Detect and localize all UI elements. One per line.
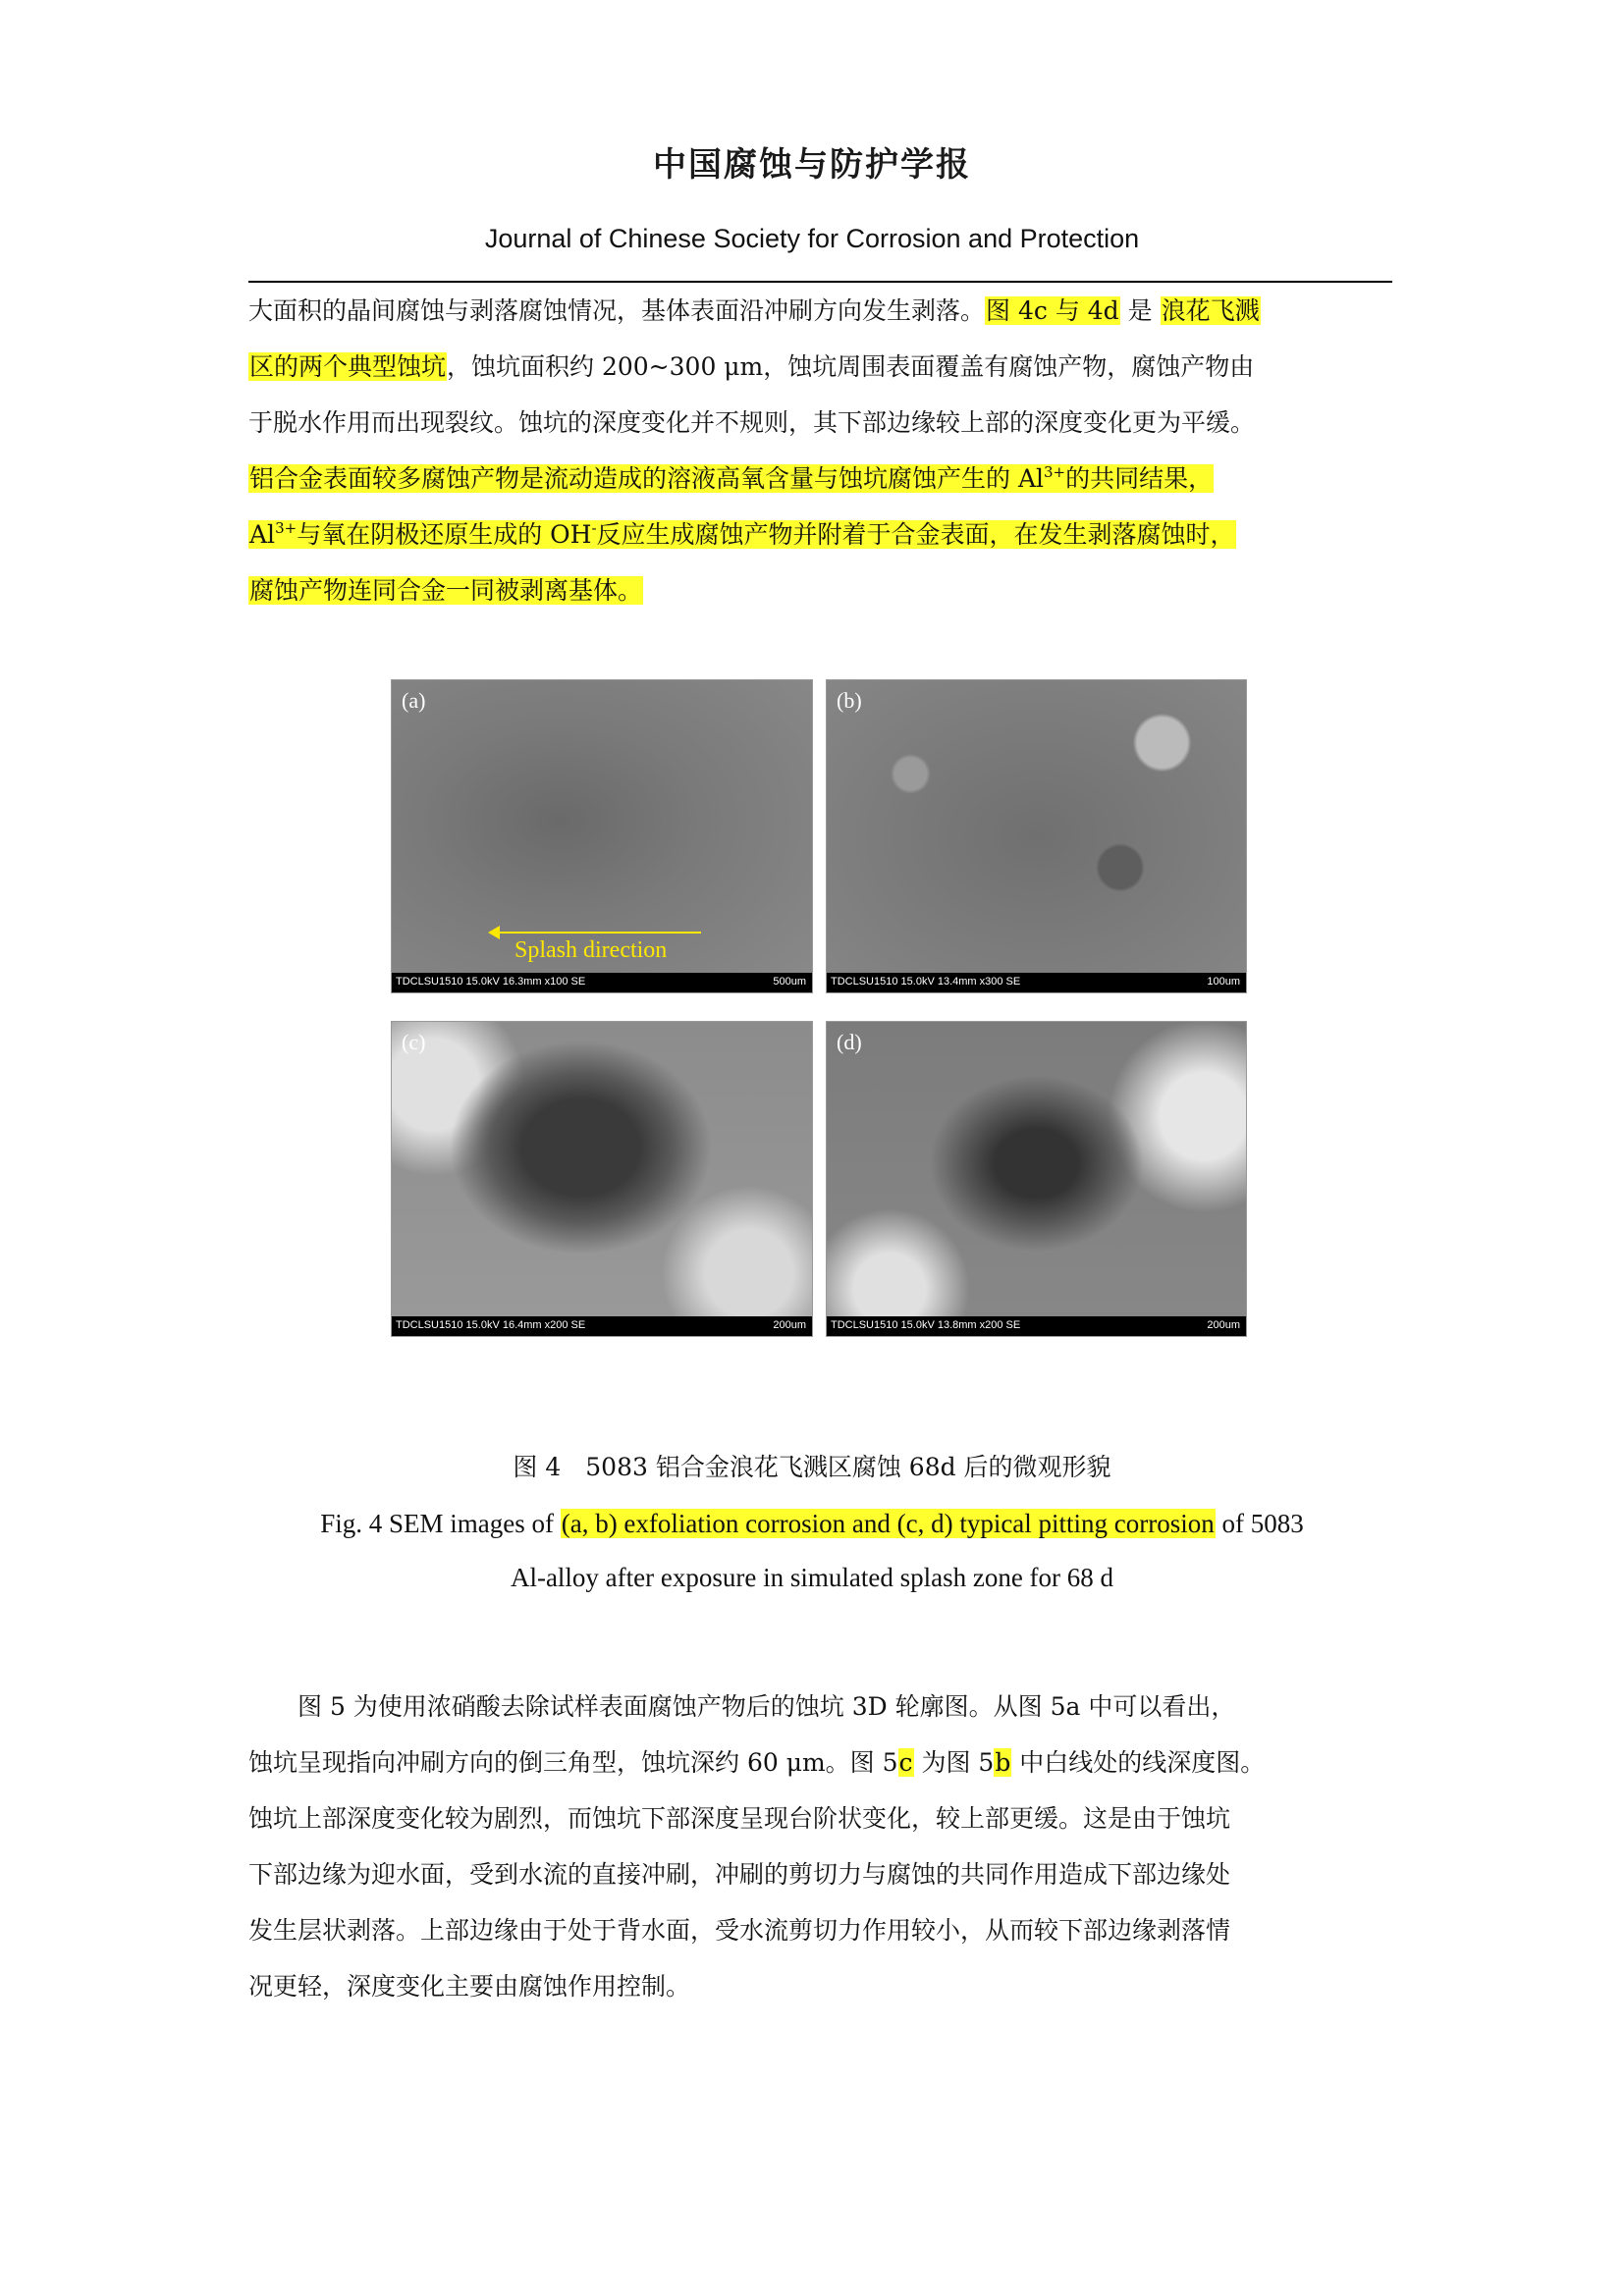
sem-info-bar (392, 973, 812, 992)
text-line: 下部边缘为迎水面，受到水流的直接冲刷，冲刷的剪切力与腐蚀的共同作用造成下部边缘处 (248, 1860, 1231, 1889)
text-line: 图 5 为使用浓硝酸去除试样表面腐蚀产物后的蚀坑 3D 轮廓图。从图 5a 中可以看出， (248, 1692, 1236, 1721)
highlight (248, 464, 1214, 493)
paragraph-1 (248, 283, 1392, 618)
sem-panel-d (826, 1021, 1247, 1337)
highlight: 图 4c 与 4d (986, 296, 1119, 325)
text-span: 铝合金表面较多腐蚀产物是流动造成的溶液高氧含量与蚀坑腐蚀产生的 Al (249, 464, 1044, 493)
figure-caption-cn: 图 4 5083 铝合金浪花飞溅区腐蚀 68d 后的微观形貌 (513, 1453, 1111, 1481)
highlight: 腐蚀产物连同合金一同被剥离基体。 (249, 576, 643, 605)
sem-info-bar (827, 1316, 1246, 1336)
text-line (248, 507, 1392, 562)
text-span: of 5083 (1215, 1509, 1304, 1538)
text-span: 是 (1119, 296, 1161, 325)
sem-scale: 200um (773, 1319, 806, 1331)
text-line (248, 339, 1392, 395)
text-span: 蚀坑呈现指向冲刷方向的倒三角型，蚀坑深约 60 μm。图 5 (248, 1748, 898, 1777)
sem-panel-a (391, 679, 813, 993)
splash-arrow (495, 932, 701, 934)
text-span: 中白线处的线深度图。 (1011, 1748, 1266, 1777)
sem-info: TDCLSU1510 15.0kV 16.3mm x100 SE (396, 976, 586, 988)
superscript: 3+ (1044, 463, 1066, 481)
text-span: 大面积的晶间腐蚀与剥落腐蚀情况，基体表面沿冲刷方向发生剥落。 (248, 296, 986, 325)
sem-panel-b (826, 679, 1247, 993)
sem-info: TDCLSU1510 15.0kV 13.4mm x300 SE (831, 976, 1021, 988)
text-span: 的共同结果， (1065, 464, 1214, 493)
figure-caption-en-line2: Al-alloy after exposure in simulated splash zone for 68 d (510, 1563, 1114, 1592)
text-span: 为图 5 (913, 1748, 995, 1777)
text-line (248, 283, 1392, 339)
text-line: 于脱水作用而出现裂纹。蚀坑的深度变化并不规则，其下部边缘较上部的深度变化更为平缓。 (248, 408, 1256, 437)
journal-title-cn: 中国腐蚀与防护学报 (653, 145, 971, 185)
highlight: (a, b) exfoliation corrosion and (c, d) typical pitting corrosion (561, 1509, 1215, 1538)
highlight: b (995, 1748, 1011, 1777)
panel-label: (b) (837, 688, 862, 713)
highlight: 浪花飞溅 (1161, 296, 1260, 325)
panel-label: (c) (402, 1030, 426, 1054)
figure-caption-en (0, 1509, 1624, 1539)
sem-scale: 100um (1207, 976, 1240, 988)
text-line (248, 1735, 1392, 1790)
superscript: - (591, 519, 597, 537)
highlight (248, 520, 1236, 549)
journal-title-en: Journal of Chinese Society for Corrosion and Protection (484, 224, 1140, 253)
highlight: 区的两个典型蚀坑 (249, 352, 447, 381)
text-line: 发生层状剥落。上部边缘由于处于背水面，受水流剪切力作用较小，从而较下部边缘剥落情 (248, 1916, 1231, 1945)
text-span: Fig. 4 SEM images of (320, 1509, 561, 1538)
sem-info: TDCLSU1510 15.0kV 16.4mm x200 SE (396, 1319, 586, 1331)
text-line (248, 451, 1392, 507)
sem-info-bar (392, 1316, 812, 1336)
panel-label: (a) (402, 688, 426, 713)
sem-info-bar (827, 973, 1246, 992)
text-line: 蚀坑上部深度变化较为剧烈，而蚀坑下部深度呈现台阶状变化，较上部更缓。这是由于蚀坑 (248, 1804, 1231, 1833)
paragraph-2 (248, 1679, 1392, 2014)
text-span: 与氧在阴极还原生成的 OH (297, 520, 592, 549)
text-line: 况更轻，深度变化主要由腐蚀作用控制。 (248, 1972, 691, 2001)
text-span: Al (249, 520, 276, 549)
splash-direction-label: Splash direction (514, 937, 668, 963)
sem-scale: 500um (773, 976, 806, 988)
sem-panel-c (391, 1021, 813, 1337)
sem-info: TDCLSU1510 15.0kV 13.8mm x200 SE (831, 1319, 1021, 1331)
text-span: ，蚀坑面积约 200~300 μm，蚀坑周围表面覆盖有腐蚀产物，腐蚀产物由 (447, 352, 1255, 381)
text-line (248, 562, 1392, 618)
text-span: 反应生成腐蚀产物并附着于合金表面，在发生剥落腐蚀时， (596, 520, 1235, 549)
sem-scale: 200um (1207, 1319, 1240, 1331)
highlight: c (898, 1748, 913, 1777)
panel-label: (d) (837, 1030, 862, 1054)
superscript: 3+ (275, 519, 298, 537)
